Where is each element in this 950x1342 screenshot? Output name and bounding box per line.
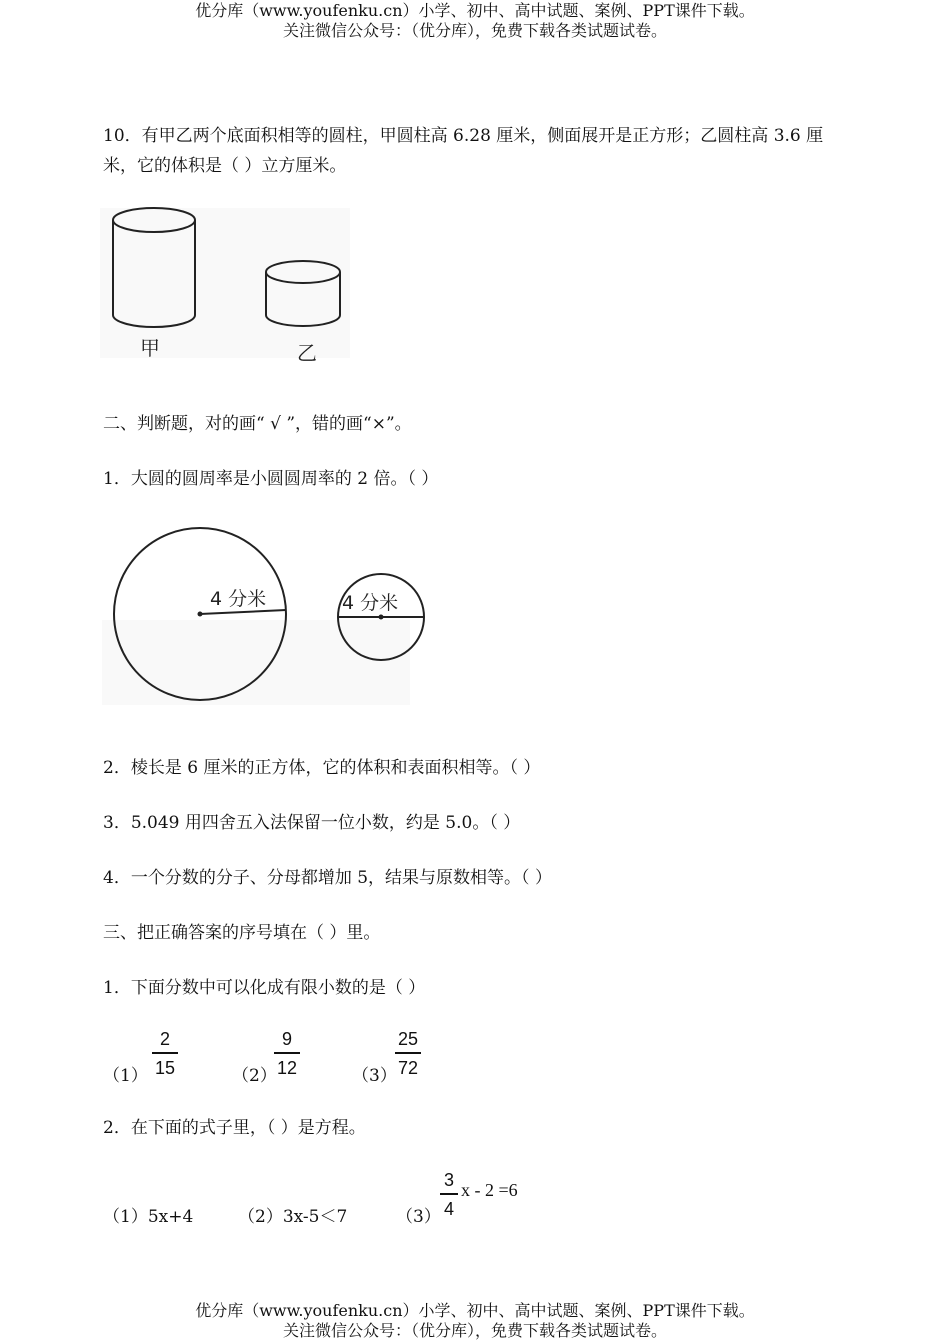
s3-q2-option-1: （1）5x+4	[103, 1207, 194, 1227]
fraction-numerator: 3	[443, 1170, 454, 1190]
page-footer-line-1: 优分库（www.youfenku.cn）小学、初中、高中试题、案例、PPT课件下载。	[195, 1301, 755, 1320]
fraction-denominator: 4	[443, 1198, 454, 1219]
s3-q2: 2．在下面的式子里，（ ）是方程。	[103, 1118, 366, 1138]
s2-q2: 2．棱长是 6 厘米的正方体，它的体积和表面积相等。（ ）	[103, 758, 541, 778]
s3-q2-option-3-expression: x - 2 =6	[461, 1180, 518, 1200]
small-circle-diameter-label: 4 分米	[342, 592, 399, 614]
fraction-denominator: 15	[154, 1057, 176, 1078]
fraction-bar	[440, 1193, 458, 1195]
page-header-line-1: 优分库（www.youfenku.cn）小学、初中、高中试题、案例、PPT课件下载。	[195, 1, 755, 20]
s2-q3: 3．5.049 用四舍五入法保留一位小数，约是 5.0。（ ）	[103, 813, 521, 833]
circles-figure	[100, 520, 420, 715]
s2-q4: 4．一个分数的分子、分母都增加 5，结果与原数相等。（ ）	[103, 868, 552, 888]
fraction-bar	[395, 1052, 421, 1054]
section-2-title: 二、判断题，对的画“ √ ”，错的画“×”。	[103, 414, 412, 434]
cylinder-a-label: 甲	[140, 336, 160, 360]
fraction-denominator: 12	[276, 1057, 298, 1078]
s3-q1-option-2-label: （2）	[232, 1066, 277, 1086]
fraction-bar	[274, 1052, 300, 1054]
s3-q1-option-1-fraction	[152, 1027, 178, 1080]
s3-q2-option-2: （2）3x-5＜7	[238, 1207, 348, 1227]
s3-q1-option-3-fraction	[395, 1027, 421, 1080]
s3-q1: 1．下面分数中可以化成有限小数的是（ ）	[103, 978, 426, 998]
cylinder-b-label: 乙	[297, 341, 317, 365]
cylinders-figure	[100, 200, 360, 365]
s2-q1: 1．大圆的圆周率是小圆圆周率的 2 倍。（ ）	[103, 469, 439, 489]
fraction-bar	[152, 1052, 178, 1054]
big-circle-radius-label: 4 分米	[210, 588, 267, 610]
page-header-line-2: 关注微信公众号：（优分库），免费下载各类试题试卷。	[282, 21, 667, 40]
fraction-denominator: 72	[397, 1057, 419, 1078]
s3-q1-option-3-label: （3）	[352, 1066, 397, 1086]
q10-line-2: 米，它的体积是（ ）立方厘米。	[103, 156, 347, 176]
s3-q1-option-2-fraction	[274, 1027, 300, 1080]
s3-q2-option-3-label: （3）	[396, 1207, 441, 1227]
page-footer-line-2: 关注微信公众号：（优分库），免费下载各类试题试卷。	[282, 1321, 667, 1340]
fraction-numerator: 2	[159, 1029, 170, 1049]
fraction-numerator: 9	[281, 1029, 292, 1049]
fraction-numerator: 25	[397, 1029, 419, 1049]
s3-q1-option-1-label: （1）	[103, 1066, 148, 1086]
q10-line-1: 10．有甲乙两个底面积相等的圆柱，甲圆柱高 6.28 厘米，侧面展开是正方形；乙圆柱高 3.6 厘	[103, 126, 824, 146]
s3-q2-option-3-fraction	[440, 1168, 458, 1221]
section-3-title: 三、把正确答案的序号填在（ ）里。	[103, 923, 381, 943]
